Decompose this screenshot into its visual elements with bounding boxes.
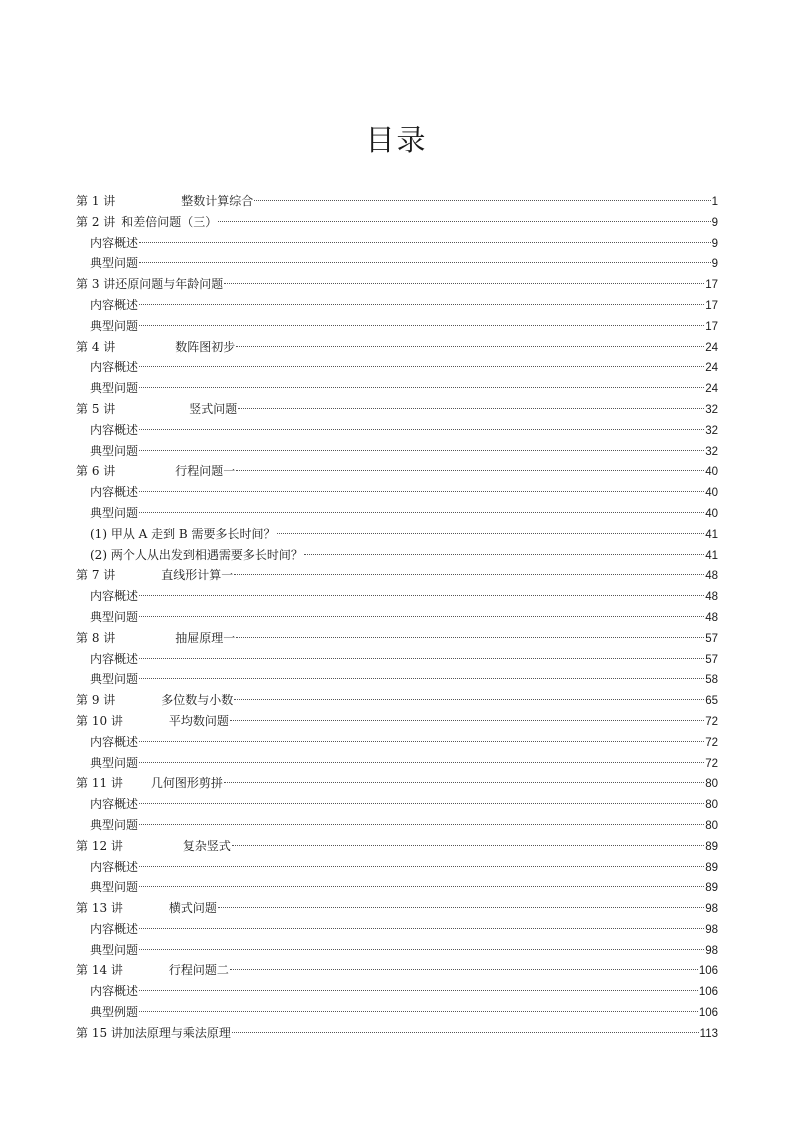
- toc-section-entry[interactable]: [76, 253, 718, 274]
- toc-entry-label: [76, 399, 237, 420]
- page-number: 106: [698, 1007, 718, 1020]
- entry-title: 内容概述: [90, 297, 139, 312]
- dot-leader: [139, 678, 704, 679]
- chapter-number: 第 5 讲: [76, 401, 116, 416]
- entry-title: 典型问题: [90, 755, 139, 770]
- toc-section-entry[interactable]: [76, 482, 718, 503]
- page-number: 48: [705, 611, 718, 624]
- toc-chapter-entry[interactable]: [76, 337, 718, 358]
- toc-chapter-entry[interactable]: [76, 1023, 718, 1044]
- toc-entry-label: [76, 711, 229, 732]
- dot-leader: [236, 470, 704, 471]
- page-number: 80: [705, 799, 718, 812]
- page-number: 48: [705, 591, 718, 604]
- entry-title: 内容概述: [90, 485, 139, 500]
- dot-leader: [139, 325, 704, 326]
- toc-entry-label: [90, 233, 138, 254]
- entry-title: 行程问题二: [168, 963, 229, 978]
- toc-section-entry[interactable]: [76, 295, 718, 316]
- dot-leader: [139, 886, 704, 887]
- toc-entry-label: [76, 337, 235, 358]
- entry-title: 典型问题: [90, 318, 139, 333]
- page-number: 24: [705, 362, 718, 375]
- toc-entry-label: [76, 565, 233, 586]
- dot-leader: [218, 221, 710, 222]
- toc-chapter-entry[interactable]: [76, 191, 718, 212]
- toc-entry-label: [90, 378, 138, 399]
- toc-entry-label: [90, 441, 138, 462]
- entry-title: 和差倍问题（三）: [121, 214, 218, 229]
- toc-entry-label: [90, 877, 138, 898]
- page-number: 24: [705, 341, 718, 354]
- toc-section-entry[interactable]: [76, 441, 718, 462]
- entry-title: 典型问题: [90, 443, 139, 458]
- dot-leader: [139, 491, 704, 492]
- page-number: 113: [699, 1027, 718, 1040]
- entry-title: 内容概述: [90, 422, 139, 437]
- page-number: 72: [705, 715, 718, 728]
- dot-leader: [139, 928, 704, 929]
- toc-section-entry[interactable]: [76, 586, 718, 607]
- toc-section-entry[interactable]: [76, 753, 718, 774]
- entry-title: 内容概述: [90, 859, 139, 874]
- toc-entry-label: [76, 960, 229, 981]
- page-number: 32: [705, 445, 718, 458]
- toc-section-entry[interactable]: [76, 669, 718, 690]
- dot-leader: [139, 387, 704, 388]
- entry-title: 抽屉原理一: [175, 630, 236, 645]
- entry-title: 内容概述: [90, 921, 139, 936]
- entry-title: 平均数问题: [168, 713, 229, 728]
- toc-entry-label: [90, 503, 138, 524]
- toc-section-entry[interactable]: [76, 981, 718, 1002]
- toc-chapter-entry[interactable]: [76, 565, 718, 586]
- toc-entry-label: [76, 191, 253, 212]
- page-number: 17: [705, 279, 718, 292]
- entry-title: 数阵图初步: [175, 339, 236, 354]
- toc-entry-label: [90, 607, 138, 628]
- toc-entry-label: [76, 773, 223, 794]
- toc-entry-label: [90, 253, 138, 274]
- entry-title: 多位数与小数: [161, 693, 234, 708]
- toc-entry-label: [76, 212, 217, 233]
- page-number: 9: [711, 216, 718, 229]
- toc-entry-label: [90, 1002, 138, 1023]
- dot-leader: [139, 616, 704, 617]
- page-number: 72: [705, 736, 718, 749]
- toc-section-entry[interactable]: [76, 233, 718, 254]
- page-number: 41: [705, 549, 718, 562]
- dot-leader: [230, 720, 704, 721]
- entry-title: 内容概述: [90, 589, 139, 604]
- toc-entry-label: [90, 357, 138, 378]
- toc-section-entry[interactable]: [76, 357, 718, 378]
- entry-title: (2) 两个人从出发到相遇需要多长时间？: [90, 547, 303, 562]
- dot-leader: [224, 283, 704, 284]
- page-number: 89: [705, 882, 718, 895]
- toc-section-entry[interactable]: [76, 940, 718, 961]
- chapter-number: 第 4 讲: [76, 339, 116, 354]
- entry-title: 典型问题: [90, 381, 139, 396]
- dot-leader: [139, 990, 698, 991]
- dot-leader: [254, 200, 710, 201]
- toc-section-entry[interactable]: [76, 919, 718, 940]
- entry-title: 内容概述: [90, 734, 139, 749]
- toc-entry-label: [76, 1023, 231, 1044]
- chapter-number: 第 12 讲: [76, 838, 123, 853]
- toc-chapter-entry[interactable]: [76, 212, 718, 233]
- dot-leader: [139, 866, 704, 867]
- dot-leader: [277, 533, 705, 534]
- toc-entry-label: [90, 316, 138, 337]
- dot-leader: [234, 699, 704, 700]
- entry-title: 还原问题与年龄问题: [115, 277, 224, 292]
- dot-leader: [139, 512, 704, 513]
- toc-entry-label: [90, 794, 138, 815]
- toc-entry-label: [90, 545, 303, 566]
- entry-title: 内容概述: [90, 235, 139, 250]
- entry-title: 内容概述: [90, 984, 139, 999]
- toc-entry-label: [76, 274, 223, 295]
- dot-leader: [139, 429, 704, 430]
- toc-section-entry[interactable]: [76, 316, 718, 337]
- chapter-number: 第 11 讲: [76, 776, 123, 791]
- toc-section-entry[interactable]: [76, 794, 718, 815]
- dot-leader: [236, 346, 704, 347]
- page-number: 17: [705, 299, 718, 312]
- page-number: 57: [705, 632, 718, 645]
- toc-section-entry[interactable]: [76, 524, 718, 545]
- toc-chapter-entry[interactable]: [76, 399, 718, 420]
- dot-leader: [139, 658, 704, 659]
- entry-title: 复杂竖式: [182, 838, 231, 853]
- chapter-number: 第 13 讲: [76, 901, 123, 916]
- entry-title: 典型问题: [90, 817, 139, 832]
- chapter-number: 第 2 讲: [76, 214, 116, 229]
- table-of-contents: [76, 191, 718, 1044]
- page-number: 80: [705, 778, 718, 791]
- toc-entry-label: [76, 628, 235, 649]
- page-number: 80: [705, 819, 718, 832]
- dot-leader: [232, 1032, 699, 1033]
- dot-leader: [238, 408, 704, 409]
- dot-leader: [139, 1011, 698, 1012]
- toc-section-entry[interactable]: [76, 877, 718, 898]
- page-number: 106: [698, 986, 718, 999]
- toc-chapter-entry[interactable]: [76, 461, 718, 482]
- dot-leader: [234, 574, 704, 575]
- toc-chapter-entry[interactable]: [76, 960, 718, 981]
- toc-entry-label: [76, 461, 235, 482]
- toc-chapter-entry[interactable]: [76, 898, 718, 919]
- entry-title: 直线形计算一: [161, 568, 234, 583]
- entry-title: 加法原理与乘法原理: [122, 1025, 231, 1040]
- toc-chapter-entry[interactable]: [76, 274, 718, 295]
- chapter-number: 第 3 讲: [76, 277, 116, 292]
- toc-chapter-entry[interactable]: [76, 690, 718, 711]
- page-number: 40: [705, 507, 718, 520]
- entry-title: 行程问题一: [175, 464, 236, 479]
- entry-title: 内容概述: [90, 651, 139, 666]
- dot-leader: [139, 450, 704, 451]
- page-number: 58: [705, 674, 718, 687]
- toc-entry-label: [90, 857, 138, 878]
- toc-entry-label: [90, 669, 138, 690]
- dot-leader: [139, 762, 704, 763]
- page-number: 89: [705, 861, 718, 874]
- chapter-number: 第 15 讲: [76, 1025, 123, 1040]
- page-title: 目录: [365, 123, 428, 157]
- entry-title: 典型问题: [90, 672, 139, 687]
- dot-leader: [139, 824, 704, 825]
- toc-chapter-entry[interactable]: [76, 628, 718, 649]
- chapter-number: 第 10 讲: [76, 713, 123, 728]
- dot-leader: [139, 595, 704, 596]
- dot-leader: [139, 741, 704, 742]
- toc-section-entry[interactable]: [76, 378, 718, 399]
- page-number: 24: [705, 383, 718, 396]
- toc-entry-label: [76, 898, 217, 919]
- entry-title: 典型问题: [90, 256, 139, 271]
- entry-title: 典型问题: [90, 609, 139, 624]
- page-number: 98: [705, 903, 718, 916]
- dot-leader: [139, 803, 704, 804]
- toc-entry-label: [90, 919, 138, 940]
- toc-section-entry[interactable]: [76, 545, 718, 566]
- entry-title: 内容概述: [90, 797, 139, 812]
- entry-title: 典型问题: [90, 942, 139, 957]
- toc-section-entry[interactable]: [76, 420, 718, 441]
- chapter-number: 第 9 讲: [76, 693, 116, 708]
- dot-leader: [139, 242, 711, 243]
- toc-section-entry[interactable]: [76, 649, 718, 670]
- entry-title: 内容概述: [90, 360, 139, 375]
- entry-title: 竖式问题: [189, 401, 238, 416]
- toc-entry-label: [76, 836, 231, 857]
- page-number: 1: [711, 196, 718, 208]
- toc-section-entry[interactable]: [76, 732, 718, 753]
- entry-title: 横式问题: [168, 901, 217, 916]
- page-number: 98: [705, 923, 718, 936]
- dot-leader: [139, 262, 711, 263]
- toc-entry-label: [90, 649, 138, 670]
- page-number: 40: [705, 487, 718, 500]
- chapter-number: 第 1 讲: [76, 194, 116, 208]
- toc-section-entry[interactable]: [76, 607, 718, 628]
- toc-entry-label: [90, 420, 138, 441]
- dot-leader: [139, 304, 704, 305]
- toc-chapter-entry[interactable]: [76, 773, 718, 794]
- chapter-number: 第 7 讲: [76, 568, 116, 583]
- toc-entry-label: [90, 295, 138, 316]
- toc-entry-label: [90, 732, 138, 753]
- toc-entry-label: [90, 586, 138, 607]
- toc-entry-label: [90, 981, 138, 1002]
- dot-leader: [218, 907, 704, 908]
- dot-leader: [232, 845, 704, 846]
- entry-title: 典型问题: [90, 880, 139, 895]
- page-number: 9: [711, 258, 718, 271]
- toc-section-entry[interactable]: [76, 815, 718, 836]
- entry-title: 典型问题: [90, 505, 139, 520]
- toc-section-entry[interactable]: [76, 503, 718, 524]
- toc-entry-label: [90, 524, 276, 545]
- toc-entry-label: [90, 815, 138, 836]
- dot-leader: [236, 637, 704, 638]
- toc-entry-label: [90, 482, 138, 503]
- page-number: 41: [705, 528, 718, 541]
- page-number: 65: [705, 695, 718, 708]
- dot-leader: [224, 782, 704, 783]
- toc-entry-label: [76, 690, 233, 711]
- page-number: 32: [705, 424, 718, 437]
- dot-leader: [139, 949, 704, 950]
- page-number: 9: [711, 237, 718, 250]
- page-number: 48: [705, 570, 718, 583]
- page-number: 32: [705, 403, 718, 416]
- page-number: 17: [705, 320, 718, 333]
- toc-chapter-entry[interactable]: [76, 711, 718, 732]
- chapter-number: 第 14 讲: [76, 963, 123, 978]
- page-number: 89: [705, 840, 718, 853]
- toc-chapter-entry[interactable]: [76, 836, 718, 857]
- toc-entry-label: [90, 753, 138, 774]
- dot-leader: [230, 969, 698, 970]
- page-number: 98: [705, 944, 718, 957]
- chapter-number: 第 8 讲: [76, 630, 116, 645]
- toc-section-entry[interactable]: [76, 857, 718, 878]
- page-number: 57: [705, 653, 718, 666]
- entry-title: (1) 甲从 A 走到 B 需要多长时间？: [90, 526, 276, 541]
- dot-leader: [304, 554, 704, 555]
- toc-entry-label: [90, 940, 138, 961]
- entry-title: 几何图形剪拼: [150, 776, 223, 791]
- dot-leader: [139, 366, 704, 367]
- chapter-number: 第 6 讲: [76, 464, 116, 479]
- entry-title: 整数计算综合: [181, 194, 254, 208]
- page-number: 40: [705, 466, 718, 479]
- page-number: 72: [705, 757, 718, 770]
- entry-title: 典型例题: [90, 1005, 139, 1020]
- toc-section-entry[interactable]: [76, 1002, 718, 1023]
- page-number: 106: [698, 965, 718, 978]
